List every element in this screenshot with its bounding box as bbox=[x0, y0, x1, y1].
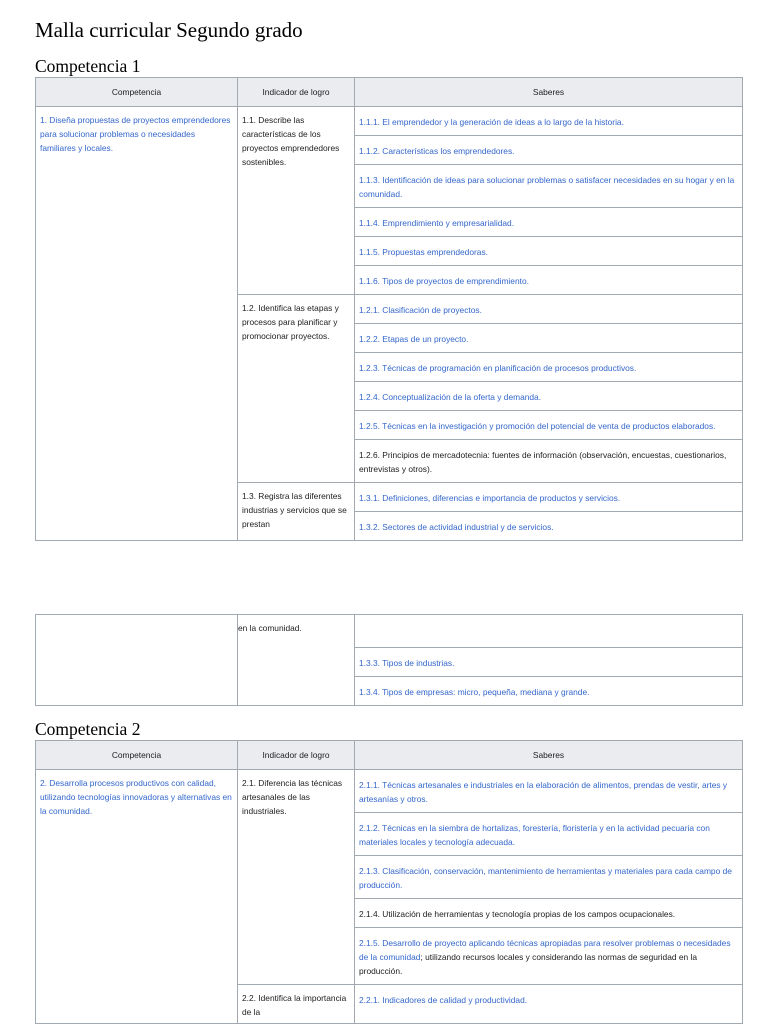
indicador-continuation-cell: en la comunidad. bbox=[238, 615, 355, 706]
table-header-row bbox=[36, 741, 743, 770]
competencia-continuation-cell bbox=[36, 615, 238, 706]
competencia-1-cell[interactable]: 1. Diseña propuestas de proyectos emprendedores para solucionar problemas o necesidades familiares y locales. bbox=[36, 107, 238, 541]
competencia-2-cell[interactable]: 2. Desarrolla procesos productivos con calidad, utilizando tecnologías innovadoras y alternativas en la comunidad. bbox=[36, 770, 238, 1024]
indicador-2-2-cell: 2.2. Identifica la importancia de la bbox=[238, 985, 355, 1024]
table-row bbox=[36, 770, 743, 813]
indicador-1-1-cell: 1.1. Describe las características de los proyectos emprendedores sostenibles. bbox=[238, 107, 355, 295]
saber-link[interactable]: 1.2.5. Técnicas en la investigación y promoción del potencial de venta de productos elaborados. bbox=[355, 411, 743, 440]
saber-link[interactable]: 1.1.2. Características los emprendedores. bbox=[355, 136, 743, 165]
saber-link[interactable]: 1.3.4. Tipos de empresas: micro, pequeña, mediana y grande. bbox=[355, 677, 743, 706]
saber-link[interactable]: 1.1.5. Propuestas emprendedoras. bbox=[355, 237, 743, 266]
saber-link[interactable]: 1.1.3. Identificación de ideas para solucionar problemas o satisfacer necesidades en su hogar y en la comunidad. bbox=[355, 165, 743, 208]
saber-link[interactable]: 1.2.2. Etapas de un proyecto. bbox=[355, 324, 743, 353]
saber-link[interactable]: 1.2.4. Conceptualización de la oferta y demanda. bbox=[355, 382, 743, 411]
saber-link[interactable]: 2.1.2. Técnicas en la siembra de hortalizas, forestería, floristería y en la actividad pecuaria con materiales locales y tecnología adecuada. bbox=[355, 813, 743, 856]
saber-link[interactable]: 2.1.5. Desarrollo de proyecto aplicando técnicas apropiadas para resolver problemas o necesidades de la comunidad bbox=[359, 938, 731, 962]
indicador-1-2-cell: 1.2. Identifica las etapas y procesos para planificar y promocionar proyectos. bbox=[238, 295, 355, 483]
saber-text: ; utilizando recursos locales y considerando las normas de seguridad en la producción. bbox=[359, 952, 697, 976]
header-saberes: Saberes bbox=[355, 78, 743, 107]
saber-link[interactable]: 1.1.6. Tipos de proyectos de emprendimiento. bbox=[355, 266, 743, 295]
saber-link[interactable]: 2.2.1. Indicadores de calidad y productividad. bbox=[355, 985, 743, 1024]
saber-link[interactable]: 1.3.3. Tipos de industrias. bbox=[355, 648, 743, 677]
indicador-2-1-cell: 2.1. Diferencia las técnicas artesanales de las industriales. bbox=[238, 770, 355, 985]
saber-link[interactable]: 1.2.1. Clasificación de proyectos. bbox=[355, 295, 743, 324]
saber-link[interactable]: 2.1.3. Clasificación, conservación, mantenimiento de herramientas y materiales para cada campo de producción. bbox=[355, 856, 743, 899]
page-title: Malla curricular Segundo grado bbox=[35, 18, 303, 42]
competencia-1-continuation-table bbox=[35, 614, 743, 706]
saber-link[interactable]: 1.1.1. El emprendedor y la generación de ideas a lo largo de la historia. bbox=[355, 107, 743, 136]
saber-link[interactable]: 1.3.1. Definiciones, diferencias e importancia de productos y servicios. bbox=[355, 483, 743, 512]
section-heading-competencia-2: Competencia 2 bbox=[35, 719, 141, 739]
saber-link[interactable]: 1.2.3. Técnicas de programación en planificación de procesos productivos. bbox=[355, 353, 743, 382]
saber-link[interactable]: 2.1.1. Técnicas artesanales e industriales en la elaboración de alimentos, prendas de vestir, artes y artesanías y otros. bbox=[355, 770, 743, 813]
header-indicador: Indicador de logro bbox=[238, 741, 355, 770]
header-competencia: Competencia bbox=[36, 78, 238, 107]
saber-link[interactable]: 1.3.2. Sectores de actividad industrial y de servicios. bbox=[355, 512, 743, 541]
competencia-2-table bbox=[35, 740, 743, 1024]
saber-text: 1.2.6. Principios de mercadotecnia: fuentes de información (observación, encuestas, cuestionarios, entrevistas y otros). bbox=[355, 440, 743, 483]
empty-saber-cell bbox=[355, 615, 743, 648]
header-saberes: Saberes bbox=[355, 741, 743, 770]
table-row bbox=[36, 615, 743, 648]
saber-link[interactable]: 1.1.4. Emprendimiento y empresarialidad. bbox=[355, 208, 743, 237]
table-header-row bbox=[36, 78, 743, 107]
section-heading-competencia-1: Competencia 1 bbox=[35, 56, 141, 76]
header-competencia: Competencia bbox=[36, 741, 238, 770]
table-row bbox=[36, 107, 743, 136]
competencia-1-table bbox=[35, 77, 743, 541]
saber-mixed bbox=[355, 928, 743, 985]
indicador-1-3-cell: 1.3. Registra las diferentes industrias y servicios que se prestan bbox=[238, 483, 355, 541]
saber-text: 2.1.4. Utilización de herramientas y tecnología propias de los campos ocupacionales. bbox=[355, 899, 743, 928]
header-indicador: Indicador de logro bbox=[238, 78, 355, 107]
